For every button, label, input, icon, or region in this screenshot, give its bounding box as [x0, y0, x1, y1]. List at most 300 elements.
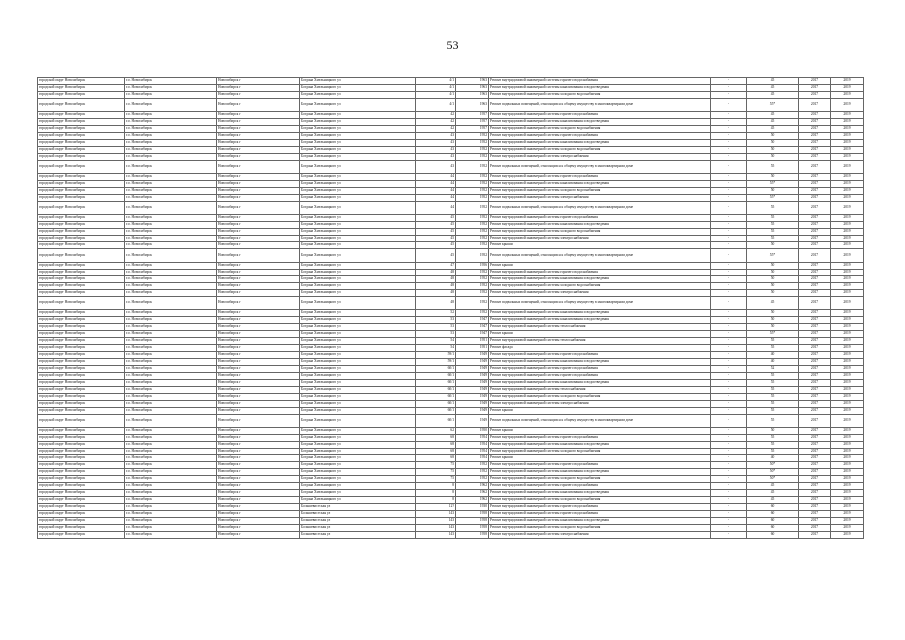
build-year-cell: 1949: [456, 372, 489, 379]
build-year-cell: 1952: [456, 462, 489, 469]
amount-cell: 45: [747, 91, 799, 98]
work-type-cell: Ремонт крыши: [489, 407, 711, 414]
municipality-cell: городской округ Новосибирск: [38, 386, 125, 393]
start-year-cell: 2017: [799, 180, 831, 187]
end-year-cell: 2019: [831, 290, 864, 297]
district-cell: г.о. Новосибирск: [125, 98, 217, 111]
house-number-cell: 48: [416, 297, 456, 310]
municipality-cell: городской округ Новосибирск: [38, 269, 125, 276]
start-year-cell: 2017: [799, 78, 831, 85]
district-cell: г.о. Новосибирск: [125, 290, 217, 297]
municipality-cell: городской округ Новосибирск: [38, 345, 125, 352]
settlement-cell: Новосибирск г: [217, 434, 300, 441]
street-cell: Богдана Хмельницкого ул: [300, 276, 416, 283]
house-number-cell: 48: [416, 283, 456, 290]
district-cell: г.о. Новосибирск: [125, 180, 217, 187]
table-row: [38, 139, 864, 146]
table-row: [38, 345, 864, 352]
district-cell: г.о. Новосибирск: [125, 153, 217, 160]
settlement-cell: Новосибирск г: [217, 310, 300, 317]
district-cell: г.о. Новосибирск: [125, 297, 217, 310]
house-number-cell: 8: [416, 483, 456, 490]
table-row: [38, 400, 864, 407]
municipality-cell: городской округ Новосибирск: [38, 448, 125, 455]
amount-cell: 50: [747, 146, 799, 153]
work-type-cell: Ремонт крыши: [489, 427, 711, 434]
work-type-cell: Ремонт внутридомовой инженерной системы горячего водоснабжения: [489, 78, 711, 85]
street-cell: Богдана Хмельницкого ул: [300, 455, 416, 462]
district-cell: г.о. Новосибирск: [125, 441, 217, 448]
start-year-cell: 2017: [799, 455, 831, 462]
end-year-cell: 2019: [831, 276, 864, 283]
amount-cell: 55: [747, 448, 799, 455]
district-cell: г.о. Новосибирск: [125, 194, 217, 201]
start-year-cell: 2017: [799, 249, 831, 262]
house-number-cell: 45: [416, 235, 456, 242]
settlement-cell: Новосибирск г: [217, 359, 300, 366]
end-year-cell: 2019: [831, 84, 864, 91]
build-year-cell: 1947: [456, 317, 489, 324]
dash-cell: -: [711, 414, 747, 427]
build-year-cell: 1952: [456, 187, 489, 194]
start-year-cell: 2017: [799, 379, 831, 386]
amount-cell: 45: [747, 490, 799, 497]
table-row: [38, 249, 864, 262]
settlement-cell: Новосибирск г: [217, 187, 300, 194]
amount-cell: 50: [747, 276, 799, 283]
work-type-cell: Ремонт внутридомовой инженерной системы канализования и водоотведения: [489, 441, 711, 448]
street-cell: Богдана Хмельницкого ул: [300, 98, 416, 111]
amount-cell: 45: [747, 118, 799, 125]
dash-cell: -: [711, 317, 747, 324]
end-year-cell: 2019: [831, 490, 864, 497]
settlement-cell: Новосибирск г: [217, 331, 300, 338]
work-type-cell: Ремонт внутридомовой инженерной системы канализования и водоотведения: [489, 490, 711, 497]
repair-register-table: [37, 77, 864, 539]
district-cell: г.о. Новосибирск: [125, 510, 217, 517]
amount-cell: 45: [747, 78, 799, 85]
settlement-cell: Новосибирск г: [217, 490, 300, 497]
house-number-cell: 42: [416, 125, 456, 132]
settlement-cell: Новосибирск г: [217, 455, 300, 462]
street-cell: Богдана Хмельницкого ул: [300, 379, 416, 386]
start-year-cell: 2017: [799, 448, 831, 455]
house-number-cell: 47: [416, 262, 456, 269]
street-cell: Богдана Хмельницкого ул: [300, 194, 416, 201]
start-year-cell: 2017: [799, 242, 831, 249]
build-year-cell: 1952: [456, 269, 489, 276]
municipality-cell: городской округ Новосибирск: [38, 476, 125, 483]
house-number-cell: 60/1: [416, 379, 456, 386]
start-year-cell: 2017: [799, 434, 831, 441]
street-cell: Богдана Хмельницкого ул: [300, 91, 416, 98]
house-number-cell: 68: [416, 448, 456, 455]
amount-cell: 50: [747, 427, 799, 434]
table-row: [38, 98, 864, 111]
end-year-cell: 2019: [831, 345, 864, 352]
build-year-cell: 1952: [456, 476, 489, 483]
district-cell: г.о. Новосибирск: [125, 483, 217, 490]
dash-cell: -: [711, 483, 747, 490]
district-cell: г.о. Новосибирск: [125, 414, 217, 427]
amount-cell: 55: [747, 441, 799, 448]
amount-cell: 50: [747, 324, 799, 331]
end-year-cell: 2019: [831, 372, 864, 379]
work-type-cell: Ремонт внутридомовой инженерной системы холодного водоснабжения: [489, 146, 711, 153]
build-year-cell: 1930: [456, 504, 489, 511]
build-year-cell: 1952: [456, 132, 489, 139]
table-row: [38, 359, 864, 366]
district-cell: г.о. Новосибирск: [125, 221, 217, 228]
build-year-cell: 1958: [456, 517, 489, 524]
district-cell: г.о. Новосибирск: [125, 469, 217, 476]
settlement-cell: Новосибирск г: [217, 365, 300, 372]
municipality-cell: городской округ Новосибирск: [38, 510, 125, 517]
amount-cell: 50*: [747, 462, 799, 469]
end-year-cell: 2019: [831, 146, 864, 153]
table-row: [38, 338, 864, 345]
start-year-cell: 2017: [799, 201, 831, 214]
work-type-cell: Ремонт внутридомовой инженерной системы холодного водоснабжения: [489, 393, 711, 400]
end-year-cell: 2019: [831, 462, 864, 469]
settlement-cell: Новосибирск г: [217, 228, 300, 235]
dash-cell: -: [711, 469, 747, 476]
house-number-cell: 75: [416, 476, 456, 483]
table-row: [38, 365, 864, 372]
work-type-cell: Ремонт внутридомовой инженерной системы холодного водоснабжения: [489, 187, 711, 194]
street-cell: Богдана Хмельницкого ул: [300, 352, 416, 359]
dash-cell: -: [711, 173, 747, 180]
build-year-cell: 1950: [456, 427, 489, 434]
district-cell: г.о. Новосибирск: [125, 324, 217, 331]
house-number-cell: 59/1: [416, 352, 456, 359]
page-number: 53: [446, 38, 459, 52]
table-row: [38, 531, 864, 538]
start-year-cell: 2017: [799, 118, 831, 125]
street-cell: Богдана Хмельницкого ул: [300, 125, 416, 132]
end-year-cell: 2019: [831, 497, 864, 504]
street-cell: Большевистская ул: [300, 524, 416, 531]
district-cell: г.о. Новосибирск: [125, 462, 217, 469]
work-type-cell: Ремонт внутридомовой инженерной системы горячего водоснабжения: [489, 462, 711, 469]
street-cell: Богдана Хмельницкого ул: [300, 462, 416, 469]
district-cell: г.о. Новосибирск: [125, 504, 217, 511]
table-row: [38, 78, 864, 85]
municipality-cell: городской округ Новосибирск: [38, 365, 125, 372]
amount-cell: 50: [747, 132, 799, 139]
house-number-cell: 54: [416, 345, 456, 352]
district-cell: г.о. Новосибирск: [125, 242, 217, 249]
dash-cell: -: [711, 441, 747, 448]
work-type-cell: Ремонт внутридомовой инженерной системы канализования и водоотведения: [489, 139, 711, 146]
house-number-cell: 12?: [416, 504, 456, 511]
work-type-cell: Ремонт внутридомовой инженерной системы теплоснабжения: [489, 338, 711, 345]
end-year-cell: 2019: [831, 125, 864, 132]
table-row: [38, 524, 864, 531]
district-cell: г.о. Новосибирск: [125, 331, 217, 338]
build-year-cell: 1952: [456, 283, 489, 290]
table-row: [38, 497, 864, 504]
end-year-cell: 2019: [831, 531, 864, 538]
start-year-cell: 2017: [799, 91, 831, 98]
build-year-cell: 1949: [456, 386, 489, 393]
settlement-cell: Новосибирск г: [217, 180, 300, 187]
street-cell: Богдана Хмельницкого ул: [300, 400, 416, 407]
dash-cell: -: [711, 112, 747, 119]
start-year-cell: 2017: [799, 517, 831, 524]
end-year-cell: 2019: [831, 187, 864, 194]
work-type-cell: Ремонт подвальных помещений, относящихся к общему имуществу в многоквартирном доме: [489, 297, 711, 310]
street-cell: Богдана Хмельницкого ул: [300, 78, 416, 85]
house-number-cell: 43: [416, 132, 456, 139]
dash-cell: -: [711, 242, 747, 249]
municipality-cell: городской округ Новосибирск: [38, 139, 125, 146]
build-year-cell: 1954: [456, 455, 489, 462]
house-number-cell: 53: [416, 317, 456, 324]
district-cell: г.о. Новосибирск: [125, 269, 217, 276]
amount-cell: 50: [747, 242, 799, 249]
district-cell: г.о. Новосибирск: [125, 91, 217, 98]
street-cell: Богдана Хмельницкого ул: [300, 310, 416, 317]
dash-cell: -: [711, 331, 747, 338]
settlement-cell: Новосибирск г: [217, 483, 300, 490]
dash-cell: -: [711, 221, 747, 228]
table-row: [38, 455, 864, 462]
dash-cell: -: [711, 393, 747, 400]
settlement-cell: Новосибирск г: [217, 297, 300, 310]
amount-cell: 60: [747, 510, 799, 517]
work-type-cell: Ремонт внутридомовой инженерной системы холодного водоснабжения: [489, 476, 711, 483]
municipality-cell: городской округ Новосибирск: [38, 118, 125, 125]
settlement-cell: Новосибирск г: [217, 352, 300, 359]
street-cell: Богдана Хмельницкого ул: [300, 132, 416, 139]
build-year-cell: 1954: [456, 434, 489, 441]
municipality-cell: городской округ Новосибирск: [38, 132, 125, 139]
municipality-cell: городской округ Новосибирск: [38, 372, 125, 379]
street-cell: Богдана Хмельницкого ул: [300, 497, 416, 504]
build-year-cell: 1952: [456, 214, 489, 221]
district-cell: г.о. Новосибирск: [125, 317, 217, 324]
street-cell: Богдана Хмельницкого ул: [300, 221, 416, 228]
start-year-cell: 2017: [799, 386, 831, 393]
settlement-cell: Новосибирск г: [217, 290, 300, 297]
dash-cell: -: [711, 497, 747, 504]
house-number-cell: 53: [416, 324, 456, 331]
municipality-cell: городской округ Новосибирск: [38, 194, 125, 201]
house-number-cell: 60/1: [416, 393, 456, 400]
street-cell: Богдана Хмельницкого ул: [300, 228, 416, 235]
street-cell: Большевистская ул: [300, 510, 416, 517]
start-year-cell: 2017: [799, 427, 831, 434]
amount-cell: 40: [747, 352, 799, 359]
house-number-cell: 68: [416, 455, 456, 462]
dash-cell: -: [711, 407, 747, 414]
amount-cell: 55: [747, 407, 799, 414]
municipality-cell: городской округ Новосибирск: [38, 331, 125, 338]
work-type-cell: Ремонт фасада: [489, 345, 711, 352]
build-year-cell: 1954: [456, 448, 489, 455]
district-cell: г.о. Новосибирск: [125, 187, 217, 194]
house-number-cell: 44: [416, 187, 456, 194]
dash-cell: -: [711, 531, 747, 538]
municipality-cell: городской округ Новосибирск: [38, 490, 125, 497]
district-cell: г.о. Новосибирск: [125, 490, 217, 497]
amount-cell: 60: [747, 517, 799, 524]
start-year-cell: 2017: [799, 338, 831, 345]
work-type-cell: Ремонт внутридомовой инженерной системы электроснабжения: [489, 400, 711, 407]
house-number-cell: 4/1: [416, 98, 456, 111]
build-year-cell: 1952: [456, 469, 489, 476]
start-year-cell: 2017: [799, 221, 831, 228]
amount-cell: 60: [747, 524, 799, 531]
house-number-cell: 48: [416, 290, 456, 297]
work-type-cell: Ремонт внутридомовой инженерной системы горячего водоснабжения: [489, 269, 711, 276]
municipality-cell: городской округ Новосибирск: [38, 112, 125, 119]
amount-cell: 55: [747, 372, 799, 379]
table-row: [38, 180, 864, 187]
start-year-cell: 2017: [799, 407, 831, 414]
end-year-cell: 2019: [831, 91, 864, 98]
table-row: [38, 228, 864, 235]
municipality-cell: городской округ Новосибирск: [38, 531, 125, 538]
settlement-cell: Новосибирск г: [217, 235, 300, 242]
dash-cell: -: [711, 324, 747, 331]
dash-cell: -: [711, 78, 747, 85]
work-type-cell: Ремонт внутридомовой инженерной системы электроснабжения: [489, 531, 711, 538]
settlement-cell: Новосибирск г: [217, 249, 300, 262]
build-year-cell: 1952: [456, 173, 489, 180]
settlement-cell: Новосибирск г: [217, 524, 300, 531]
municipality-cell: городской округ Новосибирск: [38, 91, 125, 98]
end-year-cell: 2019: [831, 359, 864, 366]
work-type-cell: Ремонт внутридомовой инженерной системы холодного водоснабжения: [489, 91, 711, 98]
build-year-cell: 1949: [456, 359, 489, 366]
district-cell: г.о. Новосибирск: [125, 139, 217, 146]
municipality-cell: городской округ Новосибирск: [38, 379, 125, 386]
end-year-cell: 2019: [831, 483, 864, 490]
house-number-cell: 4/1: [416, 84, 456, 91]
build-year-cell: 1952: [456, 310, 489, 317]
end-year-cell: 2019: [831, 180, 864, 187]
house-number-cell: 143: [416, 531, 456, 538]
end-year-cell: 2019: [831, 269, 864, 276]
settlement-cell: Новосибирск г: [217, 510, 300, 517]
start-year-cell: 2017: [799, 490, 831, 497]
table-row: [38, 112, 864, 119]
start-year-cell: 2017: [799, 531, 831, 538]
amount-cell: 40: [747, 455, 799, 462]
build-year-cell: 1958: [456, 510, 489, 517]
district-cell: г.о. Новосибирск: [125, 262, 217, 269]
start-year-cell: 2017: [799, 504, 831, 511]
end-year-cell: 2019: [831, 153, 864, 160]
street-cell: Богдана Хмельницкого ул: [300, 118, 416, 125]
settlement-cell: Новосибирск г: [217, 517, 300, 524]
table-row: [38, 283, 864, 290]
house-number-cell: 42: [416, 112, 456, 119]
end-year-cell: 2019: [831, 214, 864, 221]
table-row: [38, 434, 864, 441]
end-year-cell: 2019: [831, 504, 864, 511]
build-year-cell: 1951: [456, 345, 489, 352]
build-year-cell: 1963: [456, 98, 489, 111]
district-cell: г.о. Новосибирск: [125, 201, 217, 214]
dash-cell: -: [711, 372, 747, 379]
street-cell: Богдана Хмельницкого ул: [300, 490, 416, 497]
build-year-cell: 1957: [456, 118, 489, 125]
amount-cell: 52: [747, 365, 799, 372]
end-year-cell: 2019: [831, 194, 864, 201]
amount-cell: 40: [747, 359, 799, 366]
table-row: [38, 173, 864, 180]
district-cell: г.о. Новосибирск: [125, 84, 217, 91]
street-cell: Богдана Хмельницкого ул: [300, 407, 416, 414]
street-cell: Богдана Хмельницкого ул: [300, 414, 416, 427]
end-year-cell: 2019: [831, 297, 864, 310]
work-type-cell: Ремонт подвальных помещений, относящихся к общему имуществу в многоквартирном доме: [489, 414, 711, 427]
house-number-cell: 143: [416, 524, 456, 531]
build-year-cell: 1958: [456, 524, 489, 531]
municipality-cell: городской округ Новосибирск: [38, 214, 125, 221]
build-year-cell: 1962: [456, 490, 489, 497]
municipality-cell: городской округ Новосибирск: [38, 317, 125, 324]
work-type-cell: Ремонт внутридомовой инженерной системы горячего водоснабжения: [489, 372, 711, 379]
district-cell: г.о. Новосибирск: [125, 118, 217, 125]
district-cell: г.о. Новосибирск: [125, 476, 217, 483]
work-type-cell: Ремонт внутридомовой инженерной системы горячего водоснабжения: [489, 132, 711, 139]
dash-cell: -: [711, 462, 747, 469]
end-year-cell: 2019: [831, 78, 864, 85]
table-row: [38, 317, 864, 324]
table-row: [38, 393, 864, 400]
dash-cell: -: [711, 276, 747, 283]
district-cell: г.о. Новосибирск: [125, 276, 217, 283]
work-type-cell: Ремонт крыши: [489, 242, 711, 249]
settlement-cell: Новосибирск г: [217, 407, 300, 414]
settlement-cell: Новосибирск г: [217, 160, 300, 173]
amount-cell: 45: [747, 483, 799, 490]
district-cell: г.о. Новосибирск: [125, 338, 217, 345]
settlement-cell: Новосибирск г: [217, 317, 300, 324]
build-year-cell: 1952: [456, 221, 489, 228]
table-row: [38, 352, 864, 359]
amount-cell: 55*: [747, 249, 799, 262]
house-number-cell: 53: [416, 331, 456, 338]
start-year-cell: 2017: [799, 297, 831, 310]
municipality-cell: городской округ Новосибирск: [38, 160, 125, 173]
work-type-cell: Ремонт внутридомовой инженерной системы горячего водоснабжения: [489, 214, 711, 221]
amount-cell: 50*: [747, 476, 799, 483]
amount-cell: 55: [747, 386, 799, 393]
work-type-cell: Ремонт внутридомовой инженерной системы электроснабжения: [489, 235, 711, 242]
dash-cell: -: [711, 228, 747, 235]
district-cell: г.о. Новосибирск: [125, 497, 217, 504]
house-number-cell: 52: [416, 310, 456, 317]
start-year-cell: 2017: [799, 324, 831, 331]
amount-cell: 55: [747, 214, 799, 221]
street-cell: Богдана Хмельницкого ул: [300, 153, 416, 160]
municipality-cell: городской округ Новосибирск: [38, 310, 125, 317]
house-number-cell: 43: [416, 160, 456, 173]
start-year-cell: 2017: [799, 173, 831, 180]
settlement-cell: Новосибирск г: [217, 441, 300, 448]
end-year-cell: 2019: [831, 283, 864, 290]
street-cell: Богдана Хмельницкого ул: [300, 297, 416, 310]
dash-cell: -: [711, 476, 747, 483]
dash-cell: -: [711, 125, 747, 132]
settlement-cell: Новосибирск г: [217, 221, 300, 228]
table-row: [38, 310, 864, 317]
